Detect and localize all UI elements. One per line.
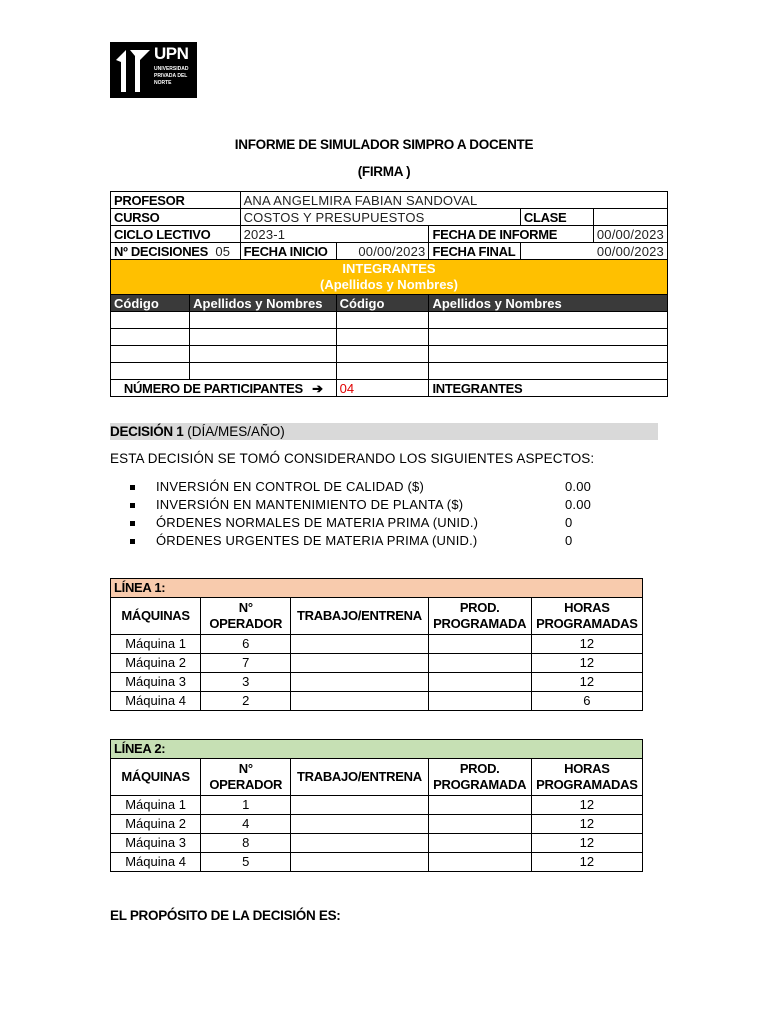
- line-2-title: LÍNEA 2:: [111, 740, 643, 759]
- header-operador: N° OPERADOR: [201, 759, 291, 796]
- integrantes-columns: [111, 295, 668, 312]
- operador-cell: 7: [201, 654, 291, 673]
- member-row: [111, 312, 668, 329]
- table-row: [111, 796, 643, 815]
- maquina-cell: Máquina 1: [111, 635, 201, 654]
- col-nombres-1: Apellidos y Nombres: [190, 295, 336, 312]
- horas-cell: 12: [531, 673, 642, 692]
- document-title: INFORME DE SIMULADOR SIMPRO A DOCENTE: [234, 137, 534, 152]
- horas-cell: 12: [531, 853, 642, 872]
- aspect-value: 0: [565, 533, 573, 548]
- horas-cell: 12: [531, 796, 642, 815]
- prod-cell: [428, 834, 531, 853]
- col-nombres-2: Apellidos y Nombres: [429, 295, 668, 312]
- horas-cell: 12: [531, 834, 642, 853]
- decisiones-value: 05: [215, 243, 231, 259]
- participantes-label-text: NÚMERO DE PARTICIPANTES: [123, 380, 303, 396]
- decisiones-label-text: Nº DECISIONES: [114, 243, 209, 259]
- trabajo-cell: [291, 635, 428, 654]
- clase-value: [593, 209, 667, 226]
- col-codigo-1: Código: [111, 295, 190, 312]
- list-item: [130, 514, 600, 532]
- list-item: [130, 496, 600, 514]
- trabajo-cell: [291, 673, 428, 692]
- fecha-informe-label: FECHA DE INFORME: [429, 226, 593, 243]
- line-1-title: LÍNEA 1:: [111, 579, 643, 598]
- member-row: [111, 329, 668, 346]
- maquina-cell: Máquina 2: [111, 815, 201, 834]
- ciclo-value: 2023-1: [240, 226, 429, 243]
- trabajo-cell: [291, 796, 428, 815]
- maquina-cell: Máquina 4: [111, 692, 201, 711]
- upn-arrow-icon: [114, 48, 152, 94]
- curso-value: COSTOS Y PRESUPUESTOS: [240, 209, 520, 226]
- operador-cell: 6: [201, 635, 291, 654]
- aspect-value: 0.00: [565, 497, 592, 512]
- header-prod: PROD. PROGRAMADA: [428, 598, 531, 635]
- prod-cell: [428, 635, 531, 654]
- bullet-icon: [130, 485, 135, 490]
- prod-cell: [428, 815, 531, 834]
- aspect-value: 0: [565, 515, 573, 530]
- trabajo-cell: [291, 654, 428, 673]
- table-row: [111, 654, 643, 673]
- table-row: [111, 815, 643, 834]
- trabajo-cell: [291, 692, 428, 711]
- maquina-cell: Máquina 1: [111, 796, 201, 815]
- fecha-inicio-value: 00/00/2023: [336, 243, 429, 260]
- table-row: [111, 853, 643, 872]
- horas-cell: 12: [531, 654, 642, 673]
- decision-date-hint: (DÍA/MES/AÑO): [187, 424, 285, 439]
- line-1-table: [110, 578, 643, 711]
- document-subtitle: (FIRMA ): [357, 164, 411, 179]
- purpose-heading: EL PROPÓSITO DE LA DECISIÓN ES:: [110, 908, 341, 923]
- table-row: [111, 692, 643, 711]
- operador-cell: 8: [201, 834, 291, 853]
- trabajo-cell: [291, 815, 428, 834]
- aspect-label: INVERSIÓN EN CONTROL DE CALIDAD ($): [156, 479, 425, 494]
- operador-cell: 3: [201, 673, 291, 692]
- logo-subtitle: UNIVERSIDAD PRIVADA DEL NORTE: [154, 66, 189, 86]
- maquina-cell: Máquina 3: [111, 673, 201, 692]
- profesor-label: PROFESOR: [111, 192, 241, 209]
- aspect-label: ÓRDENES URGENTES DE MATERIA PRIMA (UNID.): [156, 533, 478, 548]
- prod-cell: [428, 692, 531, 711]
- participantes-label: [111, 380, 337, 397]
- participantes-value: 04: [336, 380, 429, 397]
- trabajo-cell: [291, 853, 428, 872]
- operador-cell: 4: [201, 815, 291, 834]
- table-row: [111, 673, 643, 692]
- fecha-final-label: FECHA FINAL: [429, 243, 520, 260]
- bullet-icon: [130, 539, 135, 544]
- header-maquinas: MÁQUINAS: [111, 598, 201, 635]
- aspects-list: [130, 478, 600, 550]
- horas-cell: 12: [531, 815, 642, 834]
- header-horas: HORAS PROGRAMADAS: [531, 598, 642, 635]
- integrantes-label: INTEGRANTES: [429, 380, 668, 397]
- maquina-cell: Máquina 2: [111, 654, 201, 673]
- member-row: [111, 346, 668, 363]
- decision-intro: ESTA DECISIÓN SE TOMÓ CONSIDERANDO LOS SIGUIENTES ASPECTOS:: [110, 451, 595, 466]
- col-codigo-2: Código: [336, 295, 429, 312]
- header-horas: HORAS PROGRAMADAS: [531, 759, 642, 796]
- trabajo-cell: [291, 834, 428, 853]
- prod-cell: [428, 654, 531, 673]
- maquina-cell: Máquina 3: [111, 834, 201, 853]
- curso-label: CURSO: [111, 209, 241, 226]
- arrow-right-icon: ➔: [312, 380, 323, 396]
- fecha-informe-value: 00/00/2023: [593, 226, 667, 243]
- operador-cell: 5: [201, 853, 291, 872]
- prod-cell: [428, 673, 531, 692]
- prod-cell: [428, 853, 531, 872]
- list-item: [130, 532, 600, 550]
- integrantes-subtitle: (Apellidos y Nombres): [320, 277, 458, 292]
- header-trabajo: TRABAJO/ENTRENA: [291, 759, 428, 796]
- aspect-label: INVERSIÓN EN MANTENIMIENTO DE PLANTA ($): [156, 497, 464, 512]
- horas-cell: 12: [531, 635, 642, 654]
- prod-cell: [428, 796, 531, 815]
- decisiones-label: [111, 243, 241, 260]
- header-operador: N° OPERADOR: [201, 598, 291, 635]
- clase-label: CLASE: [520, 209, 593, 226]
- horas-cell: 6: [531, 692, 642, 711]
- decision-header: [110, 423, 658, 440]
- decision-label: DECISIÓN 1: [110, 424, 184, 439]
- table-row: [111, 635, 643, 654]
- table-row: [111, 834, 643, 853]
- maquina-cell: Máquina 4: [111, 853, 201, 872]
- fecha-final-value: 00/00/2023: [520, 243, 667, 260]
- ciclo-label: CICLO LECTIVO: [111, 226, 241, 243]
- upn-logo: [110, 42, 197, 98]
- list-item: [130, 478, 600, 496]
- fecha-inicio-label: FECHA INICIO: [240, 243, 336, 260]
- operador-cell: 2: [201, 692, 291, 711]
- member-row: [111, 363, 668, 380]
- header-maquinas: MÁQUINAS: [111, 759, 201, 796]
- integrantes-header: [111, 260, 668, 295]
- info-table: [110, 191, 668, 397]
- header-trabajo: TRABAJO/ENTRENA: [291, 598, 428, 635]
- bullet-icon: [130, 503, 135, 508]
- operador-cell: 1: [201, 796, 291, 815]
- line-2-table: [110, 739, 643, 872]
- aspect-value: 0.00: [565, 479, 592, 494]
- logo-brand: UPN: [154, 44, 189, 63]
- profesor-value: ANA ANGELMIRA FABIAN SANDOVAL: [240, 192, 667, 209]
- header-prod: PROD. PROGRAMADA: [428, 759, 531, 796]
- integrantes-title: INTEGRANTES: [342, 261, 436, 276]
- bullet-icon: [130, 521, 135, 526]
- aspect-label: ÓRDENES NORMALES DE MATERIA PRIMA (UNID.): [156, 515, 479, 530]
